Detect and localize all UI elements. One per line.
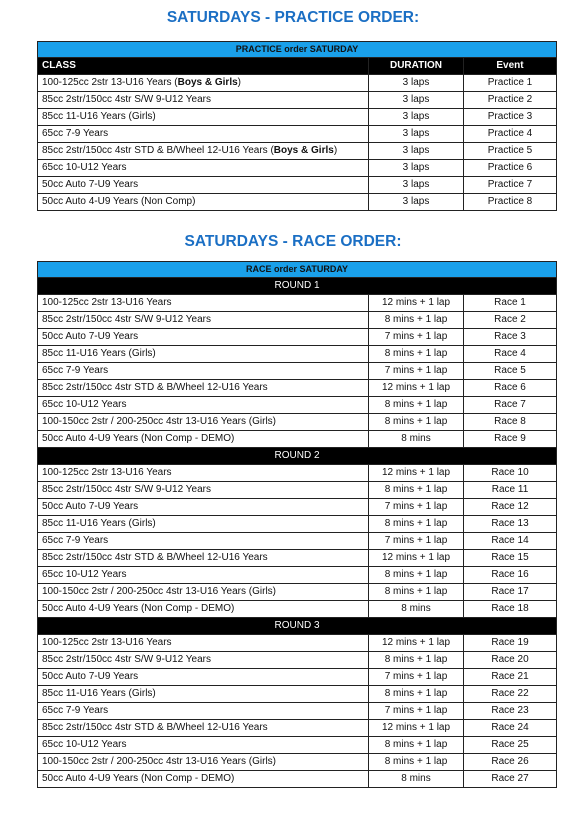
class-text: 50cc Auto 4-U9 Years (Non Comp): [42, 196, 196, 207]
duration-cell: 8 mins + 1 lap: [369, 312, 464, 329]
class-cell: [38, 92, 369, 109]
class-cell: 50cc Auto 4-U9 Years (Non Comp - DEMO): [38, 431, 369, 448]
class-cell: 50cc Auto 7-U9 Years: [38, 669, 369, 686]
race-table: [37, 261, 557, 788]
table-row: [38, 635, 557, 652]
duration-cell: 3 laps: [369, 194, 464, 211]
event-cell: Race 6: [464, 380, 557, 397]
class-emphasis: Boys & Girls: [177, 77, 238, 88]
duration-cell: 12 mins + 1 lap: [369, 635, 464, 652]
table-row: [38, 686, 557, 703]
class-tail: ): [333, 145, 338, 156]
class-cell: [38, 109, 369, 126]
duration-cell: 7 mins + 1 lap: [369, 363, 464, 380]
event-cell: Race 10: [464, 465, 557, 482]
event-cell: Race 7: [464, 397, 557, 414]
event-cell: Race 1: [464, 295, 557, 312]
table-row: [38, 92, 557, 109]
table-row: [38, 160, 557, 177]
class-cell: 65cc 7-9 Years: [38, 363, 369, 380]
table-row: [38, 669, 557, 686]
table-row: [38, 567, 557, 584]
event-cell: Race 2: [464, 312, 557, 329]
class-cell: 85cc 2str/150cc 4str S/W 9-U12 Years: [38, 652, 369, 669]
column-header-event: Event: [464, 58, 557, 75]
column-header-class: CLASS: [38, 58, 369, 75]
class-cell: 100-150cc 2str / 200-250cc 4str 13-U16 Years (Girls): [38, 584, 369, 601]
duration-cell: 8 mins + 1 lap: [369, 686, 464, 703]
event-cell: Race 11: [464, 482, 557, 499]
column-header-duration: DURATION: [369, 58, 464, 75]
table-row: [38, 329, 557, 346]
event-cell: Race 25: [464, 737, 557, 754]
race-heading: SATURDAYS - RACE ORDER:: [184, 233, 402, 250]
class-cell: 65cc 7-9 Years: [38, 533, 369, 550]
class-cell: 85cc 11-U16 Years (Girls): [38, 516, 369, 533]
table-row: [38, 754, 557, 771]
duration-cell: 12 mins + 1 lap: [369, 295, 464, 312]
event-cell: Practice 7: [464, 177, 557, 194]
event-cell: Practice 2: [464, 92, 557, 109]
table-row: [38, 652, 557, 669]
table-row: [38, 295, 557, 312]
class-text: 85cc 11-U16 Years (Girls): [42, 111, 156, 122]
class-cell: [38, 160, 369, 177]
table-row: [38, 703, 557, 720]
practice-heading: SATURDAYS - PRACTICE ORDER:: [166, 9, 420, 26]
class-cell: 85cc 2str/150cc 4str STD & B/Wheel 12-U16 Years: [38, 720, 369, 737]
class-cell: [38, 194, 369, 211]
duration-cell: 8 mins: [369, 771, 464, 788]
class-cell: 100-150cc 2str / 200-250cc 4str 13-U16 Years (Girls): [38, 414, 369, 431]
class-cell: [38, 75, 369, 92]
table-row: [38, 109, 557, 126]
event-cell: Race 16: [464, 567, 557, 584]
duration-cell: 8 mins + 1 lap: [369, 516, 464, 533]
practice-band-title: PRACTICE order SATURDAY: [38, 42, 557, 58]
table-row: [38, 584, 557, 601]
table-row: [38, 533, 557, 550]
duration-cell: 3 laps: [369, 160, 464, 177]
class-text: 85cc 2str/150cc 4str S/W 9-U12 Years: [42, 94, 211, 105]
round-label: ROUND 2: [38, 448, 557, 465]
event-cell: Practice 6: [464, 160, 557, 177]
class-text: 85cc 2str/150cc 4str STD & B/Wheel 12-U16 Years (: [42, 145, 274, 156]
table-row: [38, 126, 557, 143]
class-emphasis: Boys & Girls: [273, 145, 334, 156]
class-cell: 85cc 2str/150cc 4str S/W 9-U12 Years: [38, 312, 369, 329]
table-row: [38, 363, 557, 380]
round-header-row: [38, 448, 557, 465]
event-cell: Race 26: [464, 754, 557, 771]
event-cell: Practice 1: [464, 75, 557, 92]
table-row: [38, 397, 557, 414]
event-cell: Race 20: [464, 652, 557, 669]
duration-cell: 8 mins + 1 lap: [369, 397, 464, 414]
event-cell: Race 14: [464, 533, 557, 550]
event-cell: Practice 5: [464, 143, 557, 160]
duration-cell: 7 mins + 1 lap: [369, 669, 464, 686]
event-cell: Race 3: [464, 329, 557, 346]
event-cell: Race 21: [464, 669, 557, 686]
duration-cell: 12 mins + 1 lap: [369, 380, 464, 397]
event-cell: Race 27: [464, 771, 557, 788]
event-cell: Race 18: [464, 601, 557, 618]
table-row: [38, 143, 557, 160]
round-header-row: [38, 278, 557, 295]
event-cell: Race 9: [464, 431, 557, 448]
duration-cell: 3 laps: [369, 75, 464, 92]
duration-cell: 8 mins + 1 lap: [369, 414, 464, 431]
round-header-row: [38, 618, 557, 635]
class-cell: 100-150cc 2str / 200-250cc 4str 13-U16 Years (Girls): [38, 754, 369, 771]
duration-cell: 3 laps: [369, 143, 464, 160]
class-cell: 85cc 2str/150cc 4str STD & B/Wheel 12-U16 Years: [38, 550, 369, 567]
event-cell: Race 23: [464, 703, 557, 720]
class-cell: 50cc Auto 4-U9 Years (Non Comp - DEMO): [38, 771, 369, 788]
class-cell: 85cc 11-U16 Years (Girls): [38, 686, 369, 703]
duration-cell: 12 mins + 1 lap: [369, 550, 464, 567]
duration-cell: 8 mins + 1 lap: [369, 652, 464, 669]
class-cell: 50cc Auto 7-U9 Years: [38, 499, 369, 516]
table-row: [38, 380, 557, 397]
class-tail: ): [237, 77, 242, 88]
table-row: [38, 737, 557, 754]
duration-cell: 8 mins + 1 lap: [369, 346, 464, 363]
class-cell: 50cc Auto 7-U9 Years: [38, 329, 369, 346]
class-cell: 65cc 10-U12 Years: [38, 567, 369, 584]
duration-cell: 7 mins + 1 lap: [369, 533, 464, 550]
duration-cell: 3 laps: [369, 126, 464, 143]
duration-cell: 8 mins + 1 lap: [369, 584, 464, 601]
duration-cell: 3 laps: [369, 92, 464, 109]
table-row: [38, 516, 557, 533]
table-row: [38, 499, 557, 516]
round-label: ROUND 1: [38, 278, 557, 295]
table-row: [38, 465, 557, 482]
class-cell: 65cc 7-9 Years: [38, 703, 369, 720]
table-row: [38, 414, 557, 431]
event-cell: Race 12: [464, 499, 557, 516]
event-cell: Race 15: [464, 550, 557, 567]
duration-cell: 3 laps: [369, 109, 464, 126]
round-label: ROUND 3: [38, 618, 557, 635]
class-cell: 100-125cc 2str 13-U16 Years: [38, 295, 369, 312]
table-row: [38, 312, 557, 329]
class-cell: 85cc 2str/150cc 4str S/W 9-U12 Years: [38, 482, 369, 499]
class-cell: 100-125cc 2str 13-U16 Years: [38, 465, 369, 482]
event-cell: Race 13: [464, 516, 557, 533]
event-cell: Race 4: [464, 346, 557, 363]
class-text: 50cc Auto 7-U9 Years: [42, 179, 139, 190]
duration-cell: 8 mins + 1 lap: [369, 482, 464, 499]
practice-table: [37, 41, 557, 211]
duration-cell: 8 mins + 1 lap: [369, 737, 464, 754]
class-cell: 85cc 11-U16 Years (Girls): [38, 346, 369, 363]
event-cell: Practice 8: [464, 194, 557, 211]
table-row: [38, 177, 557, 194]
duration-cell: 12 mins + 1 lap: [369, 465, 464, 482]
duration-cell: 3 laps: [369, 177, 464, 194]
class-cell: 85cc 2str/150cc 4str STD & B/Wheel 12-U16 Years: [38, 380, 369, 397]
class-cell: 65cc 10-U12 Years: [38, 737, 369, 754]
table-row: [38, 75, 557, 92]
duration-cell: 7 mins + 1 lap: [369, 329, 464, 346]
race-band-title: RACE order SATURDAY: [38, 262, 557, 278]
class-text: 100-125cc 2str 13-U16 Years (: [42, 77, 178, 88]
table-row: [38, 601, 557, 618]
duration-cell: 12 mins + 1 lap: [369, 720, 464, 737]
event-cell: Race 5: [464, 363, 557, 380]
table-row: [38, 720, 557, 737]
class-text: 65cc 7-9 Years: [42, 128, 109, 139]
duration-cell: 7 mins + 1 lap: [369, 703, 464, 720]
duration-cell: 7 mins + 1 lap: [369, 499, 464, 516]
class-cell: 65cc 10-U12 Years: [38, 397, 369, 414]
event-cell: Race 17: [464, 584, 557, 601]
event-cell: Practice 4: [464, 126, 557, 143]
table-row: [38, 550, 557, 567]
class-cell: [38, 143, 369, 160]
duration-cell: 8 mins: [369, 601, 464, 618]
event-cell: Race 19: [464, 635, 557, 652]
table-row: [38, 194, 557, 211]
class-cell: [38, 126, 369, 143]
duration-cell: 8 mins + 1 lap: [369, 754, 464, 771]
class-text: 65cc 10-U12 Years: [42, 162, 127, 173]
table-row: [38, 346, 557, 363]
class-cell: 50cc Auto 4-U9 Years (Non Comp - DEMO): [38, 601, 369, 618]
event-cell: Practice 3: [464, 109, 557, 126]
duration-cell: 8 mins: [369, 431, 464, 448]
duration-cell: 8 mins + 1 lap: [369, 567, 464, 584]
table-row: [38, 482, 557, 499]
class-cell: 100-125cc 2str 13-U16 Years: [38, 635, 369, 652]
table-row: [38, 431, 557, 448]
event-cell: Race 22: [464, 686, 557, 703]
event-cell: Race 8: [464, 414, 557, 431]
class-cell: [38, 177, 369, 194]
event-cell: Race 24: [464, 720, 557, 737]
table-row: [38, 771, 557, 788]
